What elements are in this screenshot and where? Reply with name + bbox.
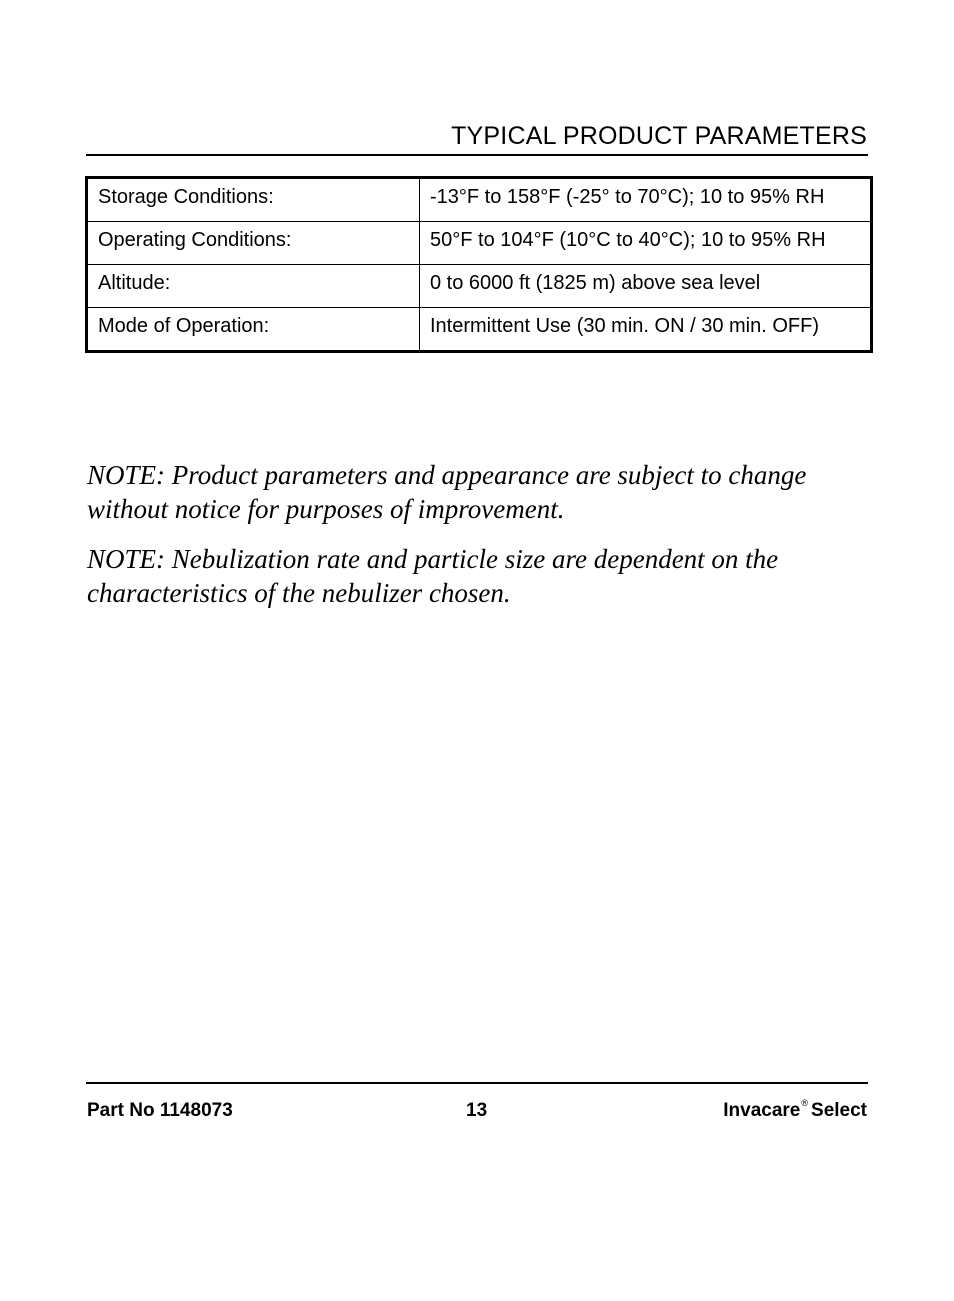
footer-product-name [723, 1100, 867, 1122]
parameter-value: 50°F to 104°F (10°C to 40°C); 10 to 95% RH [420, 222, 872, 265]
parameter-label: Mode of Operation: [87, 308, 420, 352]
title-divider [86, 154, 868, 156]
footer-part-number: Part No 1148073 [87, 1100, 233, 1121]
parameter-label: Altitude: [87, 265, 420, 308]
registered-mark: ® [801, 1098, 809, 1108]
parameters-table [85, 176, 873, 353]
footer-product: Select [811, 1100, 867, 1121]
note-product-parameters: NOTE: Product parameters and appearance are subject to change without notice for purposes of improvement. [87, 460, 807, 524]
footer-page-number: 13 [466, 1100, 488, 1121]
table-row [87, 178, 872, 222]
note-nebulization-rate: NOTE: Nebulization rate and particle size are dependent on the characteristics of the nebulizer chosen. [87, 544, 779, 608]
table-row [87, 222, 872, 265]
section-title: TYPICAL PRODUCT PARAMETERS [451, 122, 867, 150]
table-row [87, 265, 872, 308]
parameter-value: 0 to 6000 ft (1825 m) above sea level [420, 265, 872, 308]
parameter-label: Storage Conditions: [87, 178, 420, 222]
parameter-value: Intermittent Use (30 min. ON / 30 min. OFF) [420, 308, 872, 352]
table-row [87, 308, 872, 352]
parameter-label: Operating Conditions: [87, 222, 420, 265]
parameter-value: -13°F to 158°F (-25° to 70°C); 10 to 95% RH [420, 178, 872, 222]
footer-divider [86, 1082, 868, 1084]
footer-brand: Invacare [723, 1100, 801, 1121]
